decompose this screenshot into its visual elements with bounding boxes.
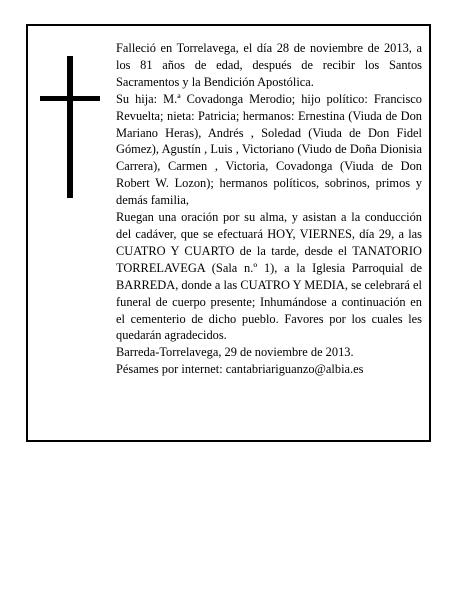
death-announcement: Falleció en Torrelavega, el día 28 de noviembre de 2013, a los 81 años de edad, después de recibir los Santos Sacramentos y la Bendición Apostólica. [116, 41, 422, 89]
place-and-date: Barreda-Torrelavega, 29 de noviembre de 2013. [116, 345, 354, 360]
funeral-details: Ruegan una oración por su alma, y asistan a la conducción del cadáver, que se efectuará HOY, VIERNES, día 29, a las CUATRO Y CUARTO de la tarde, desde el TANATORIO TORRELAVEGA (Sala n.º 1), a la Iglesia Parroquial de BARREDA, donde a las CUATRO Y MEDIA, se celebrará el funeral de cuerpo presente; Inhumándose a continuación en el cementerio de dicho pueblo. Favores por los cuales les quedarán agradecidos. [116, 210, 422, 343]
condolences-contact: Pésames por internet: cantabriariguanzo@albia.es [116, 362, 364, 377]
obituary-notice [26, 24, 431, 442]
notice-text [116, 40, 422, 378]
cross-icon [40, 56, 100, 198]
family-members: Su hija: M.ª Covadonga Merodio; hijo político: Francisco Revuelta; nieta: Patricia; hermanos: Ernestina (Viuda de Don Mariano Heras), Andrés , Soledad (Viuda de Don Fidel Gómez), Agustín , Luis , Victoriano (Viudo de Doña Dionisia Carrera), Carmen , Victoria, Covadonga (Viuda de Don Robert W. Lozon); hermanos políticos, sobrinos, primos y demás familia, [116, 91, 422, 208]
